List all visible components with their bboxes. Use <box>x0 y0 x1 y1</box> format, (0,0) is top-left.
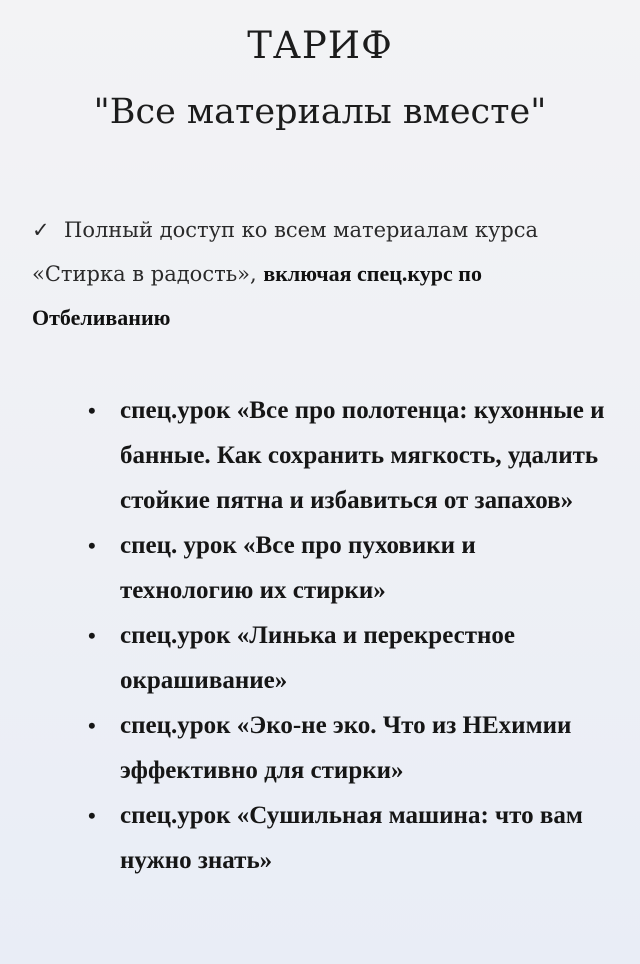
lesson-list <box>86 388 606 883</box>
list-item <box>86 388 606 523</box>
bullet-icon: • <box>88 713 96 738</box>
list-item <box>86 703 606 793</box>
lesson-text: спец.урок «Сушильная машина: что вам нужно знать» <box>120 802 583 874</box>
tariff-subtitle: "Все материалы вместе" <box>93 92 547 132</box>
lesson-text: спец.урок «Линька и перекрестное окрашивание» <box>120 622 515 694</box>
lesson-text: спец. урок «Все про пуховики и технологию их стирки» <box>120 532 476 604</box>
check-icon: ✓ <box>32 218 50 242</box>
tariff-title: ТАРИФ <box>247 24 393 67</box>
list-item <box>86 523 606 613</box>
list-item <box>86 613 606 703</box>
access-description <box>32 208 622 340</box>
bullet-icon: • <box>88 623 96 648</box>
access-text-bold: включая спец.курс по Отбеливанию <box>32 261 482 330</box>
lesson-text: спец.урок «Все про полотенца: кухонные и банные. Как сохранить мягкость, удалить стойкие пятна и избавиться от запахов» <box>120 397 605 514</box>
bullet-icon: • <box>88 803 96 828</box>
list-item <box>86 793 606 883</box>
bullet-icon: • <box>88 533 96 558</box>
lesson-text: спец.урок «Эко-не эко. Что из НЕхимии эффективно для стирки» <box>120 712 572 784</box>
bullet-icon: • <box>88 398 96 423</box>
tariff-header <box>0 22 640 136</box>
access-text: Полный доступ ко всем материалам курса «Стирка в радость», <box>32 218 539 286</box>
